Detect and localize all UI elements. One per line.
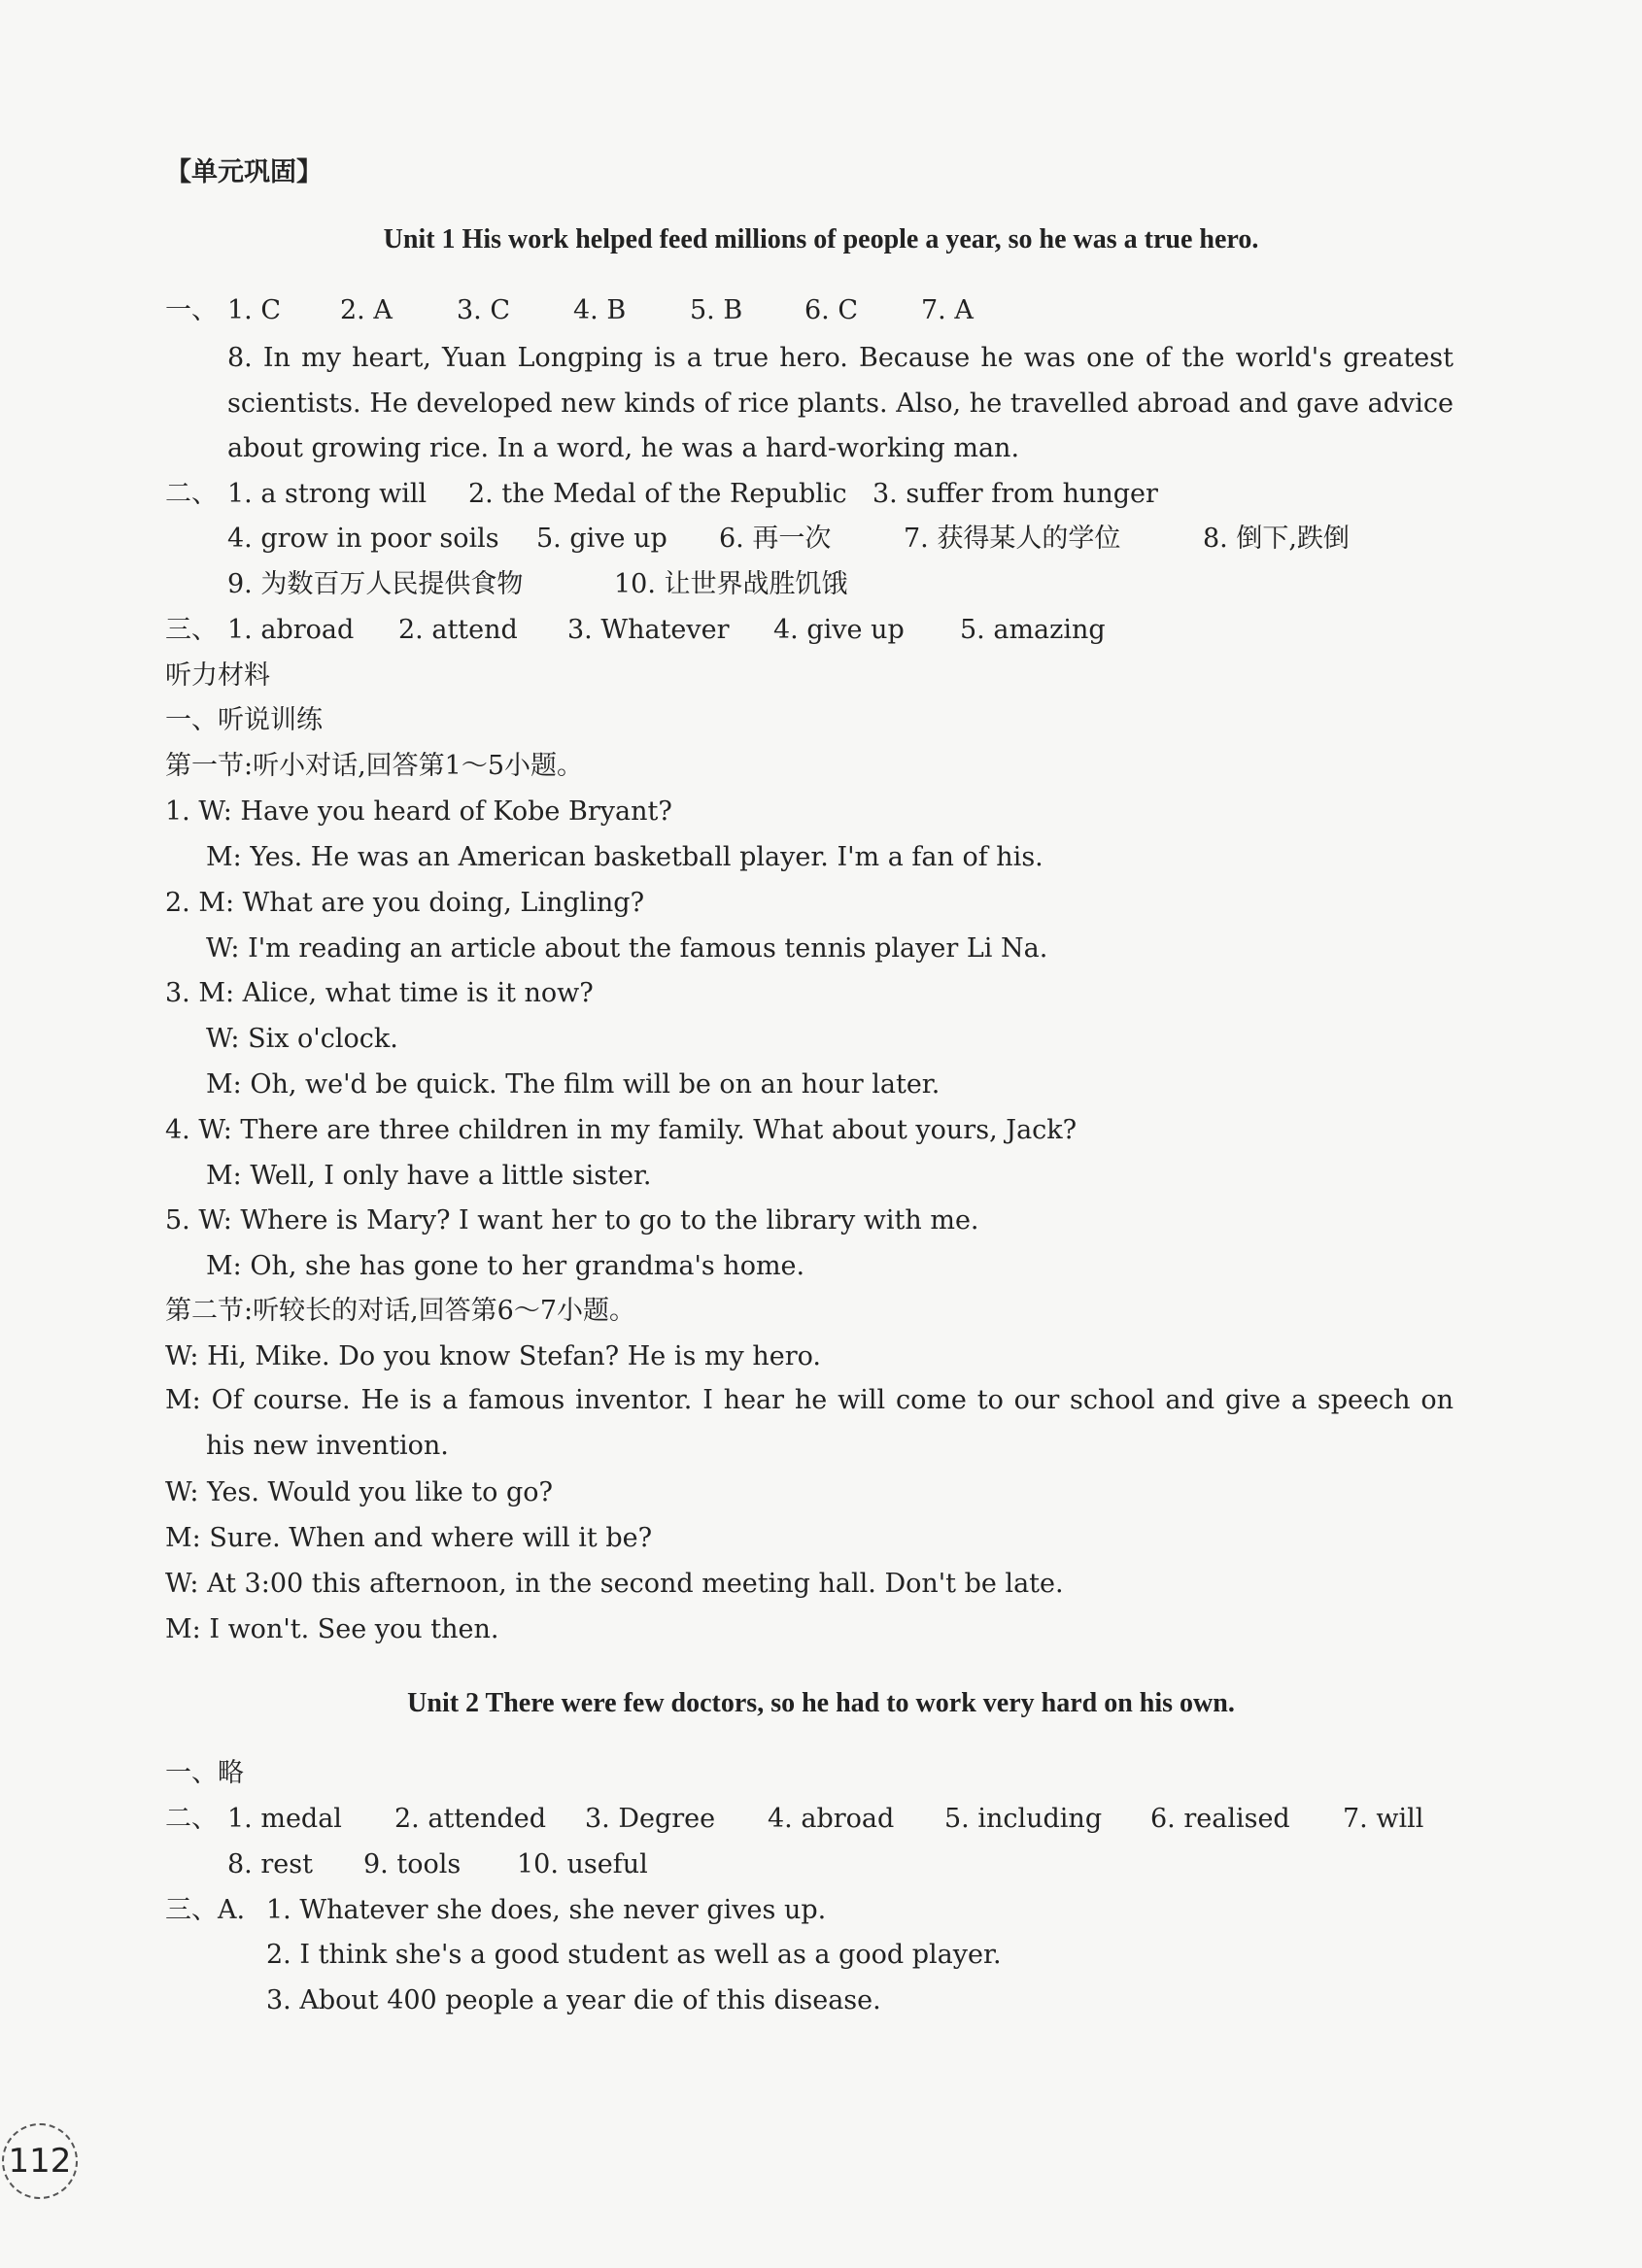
answer: 6. realised xyxy=(1150,1804,1290,1834)
dialogue-line: 2. M: What are you doing, Lingling? xyxy=(165,888,645,918)
answer: 1. abroad xyxy=(227,615,355,645)
answer: 8. rest xyxy=(227,1849,313,1879)
answer: 6. 再一次 xyxy=(719,524,832,554)
answer: 2. attend xyxy=(398,615,518,645)
section1-heading: 第一节:听小对话,回答第1～5小题。 xyxy=(165,751,584,781)
dialogue-line: M: Oh, she has gone to her grandma's home. xyxy=(206,1251,805,1281)
dialogue-line: W: Hi, Mike. Do you know Stefan? He is my hero. xyxy=(165,1341,821,1371)
section-header: 【单元巩固】 xyxy=(165,157,323,186)
answer: 3. Whatever xyxy=(567,615,730,645)
answer: 9. 为数百万人民提供食物 xyxy=(227,569,524,599)
answer: 5. B xyxy=(690,295,743,325)
dialogue-line: M: Sure. When and where will it be? xyxy=(165,1523,653,1553)
answer: 10. 让世界战胜饥饿 xyxy=(614,569,848,599)
answer: 2. attended xyxy=(394,1804,547,1834)
sentence: 3. About 400 people a year die of this disease. xyxy=(266,1985,881,2015)
answer: 5. give up xyxy=(536,524,667,554)
listening-heading: 听力材料 xyxy=(165,660,270,691)
dialogue-line: 4. W: There are three children in my family. What about yours, Jack? xyxy=(165,1115,1078,1145)
dialogue-line: W: At 3:00 this afternoon, in the second meeting hall. Don't be late. xyxy=(165,1569,1064,1599)
unit2-title: Unit 2 There were few doctors, so he had to work very hard on his own. xyxy=(407,1688,1235,1718)
answer: 5. amazing xyxy=(960,615,1106,645)
dialogue-line: 1. W: Have you heard of Kobe Bryant? xyxy=(165,796,672,827)
answer: 7. will xyxy=(1343,1804,1424,1834)
answer: 4. abroad xyxy=(768,1804,895,1834)
dialogue-line: M: Oh, we'd be quick. The film will be on an hour later. xyxy=(206,1069,941,1100)
dialogue-line: M: Yes. He was an American basketball player. I'm a fan of his. xyxy=(206,842,1043,872)
answer: 2. A xyxy=(340,295,393,325)
listening-subheading: 一、听说训练 xyxy=(165,705,323,735)
answer: 1. a strong will xyxy=(227,479,428,509)
answer: 1. C xyxy=(227,295,282,325)
part-label: 二、 xyxy=(165,479,218,509)
dialogue-line: W: Yes. Would you like to go? xyxy=(165,1477,554,1507)
unit2-part1: 一、略 xyxy=(165,1758,244,1788)
unit1-title: Unit 1 His work helped feed millions of people a year, so he was a true hero. xyxy=(383,224,1259,254)
answer: 7. A xyxy=(921,295,974,325)
dialogue-line: 3. M: Alice, what time is it now? xyxy=(165,978,594,1008)
part-label: 三、 xyxy=(165,615,218,645)
page-number: 112 xyxy=(2,2123,78,2199)
unit1-item8-paragraph: 8. In my heart, Yuan Longping is a true hero. Because he was one of the world's greatest scientists. He developed new kinds of rice plants. Also, he travelled abroad and gave advice about growing rice. In a word, he was a hard-working man. xyxy=(227,343,1454,463)
sentence: 2. I think she's a good student as well as a good player. xyxy=(266,1940,1002,1970)
dialogue-line: 5. W: Where is Mary? I want her to go to the library with me. xyxy=(165,1205,979,1236)
answer: 4. grow in poor soils xyxy=(227,524,499,554)
answer: 8. 倒下,跌倒 xyxy=(1203,524,1350,554)
dialogue-line: M: I won't. See you then. xyxy=(165,1614,499,1644)
dialogue-paragraph: M: Of course. He is a famous inventor. I hear he will come to our school and give a speech on his new invention. xyxy=(165,1385,1454,1461)
answer: 7. 获得某人的学位 xyxy=(904,524,1121,554)
answer: 6. C xyxy=(804,295,859,325)
section2-heading: 第二节:听较长的对话,回答第6～7小题。 xyxy=(165,1296,636,1326)
answer: 9. tools xyxy=(363,1849,462,1879)
dialogue-line: W: Six o'clock. xyxy=(206,1024,398,1054)
sentence: 1. Whatever she does, she never gives up. xyxy=(266,1895,827,1925)
answer: 3. Degree xyxy=(585,1804,716,1834)
part-label: 二、 xyxy=(165,1804,218,1834)
answer: 4. B xyxy=(573,295,627,325)
answer: 2. the Medal of the Republic xyxy=(468,479,847,509)
answer: 5. including xyxy=(944,1804,1103,1834)
dialogue-line: M: Well, I only have a little sister. xyxy=(206,1161,652,1191)
dialogue-line: W: I'm reading an article about the famous tennis player Li Na. xyxy=(206,933,1048,964)
answer: 3. C xyxy=(457,295,511,325)
part-label: 一、 xyxy=(165,295,218,325)
answer: 3. suffer from hunger xyxy=(872,479,1158,509)
unit2-part3-label: 三、A. xyxy=(165,1895,246,1925)
answer: 10. useful xyxy=(517,1849,648,1879)
answer: 4. give up xyxy=(773,615,905,645)
answer: 1. medal xyxy=(227,1804,342,1834)
